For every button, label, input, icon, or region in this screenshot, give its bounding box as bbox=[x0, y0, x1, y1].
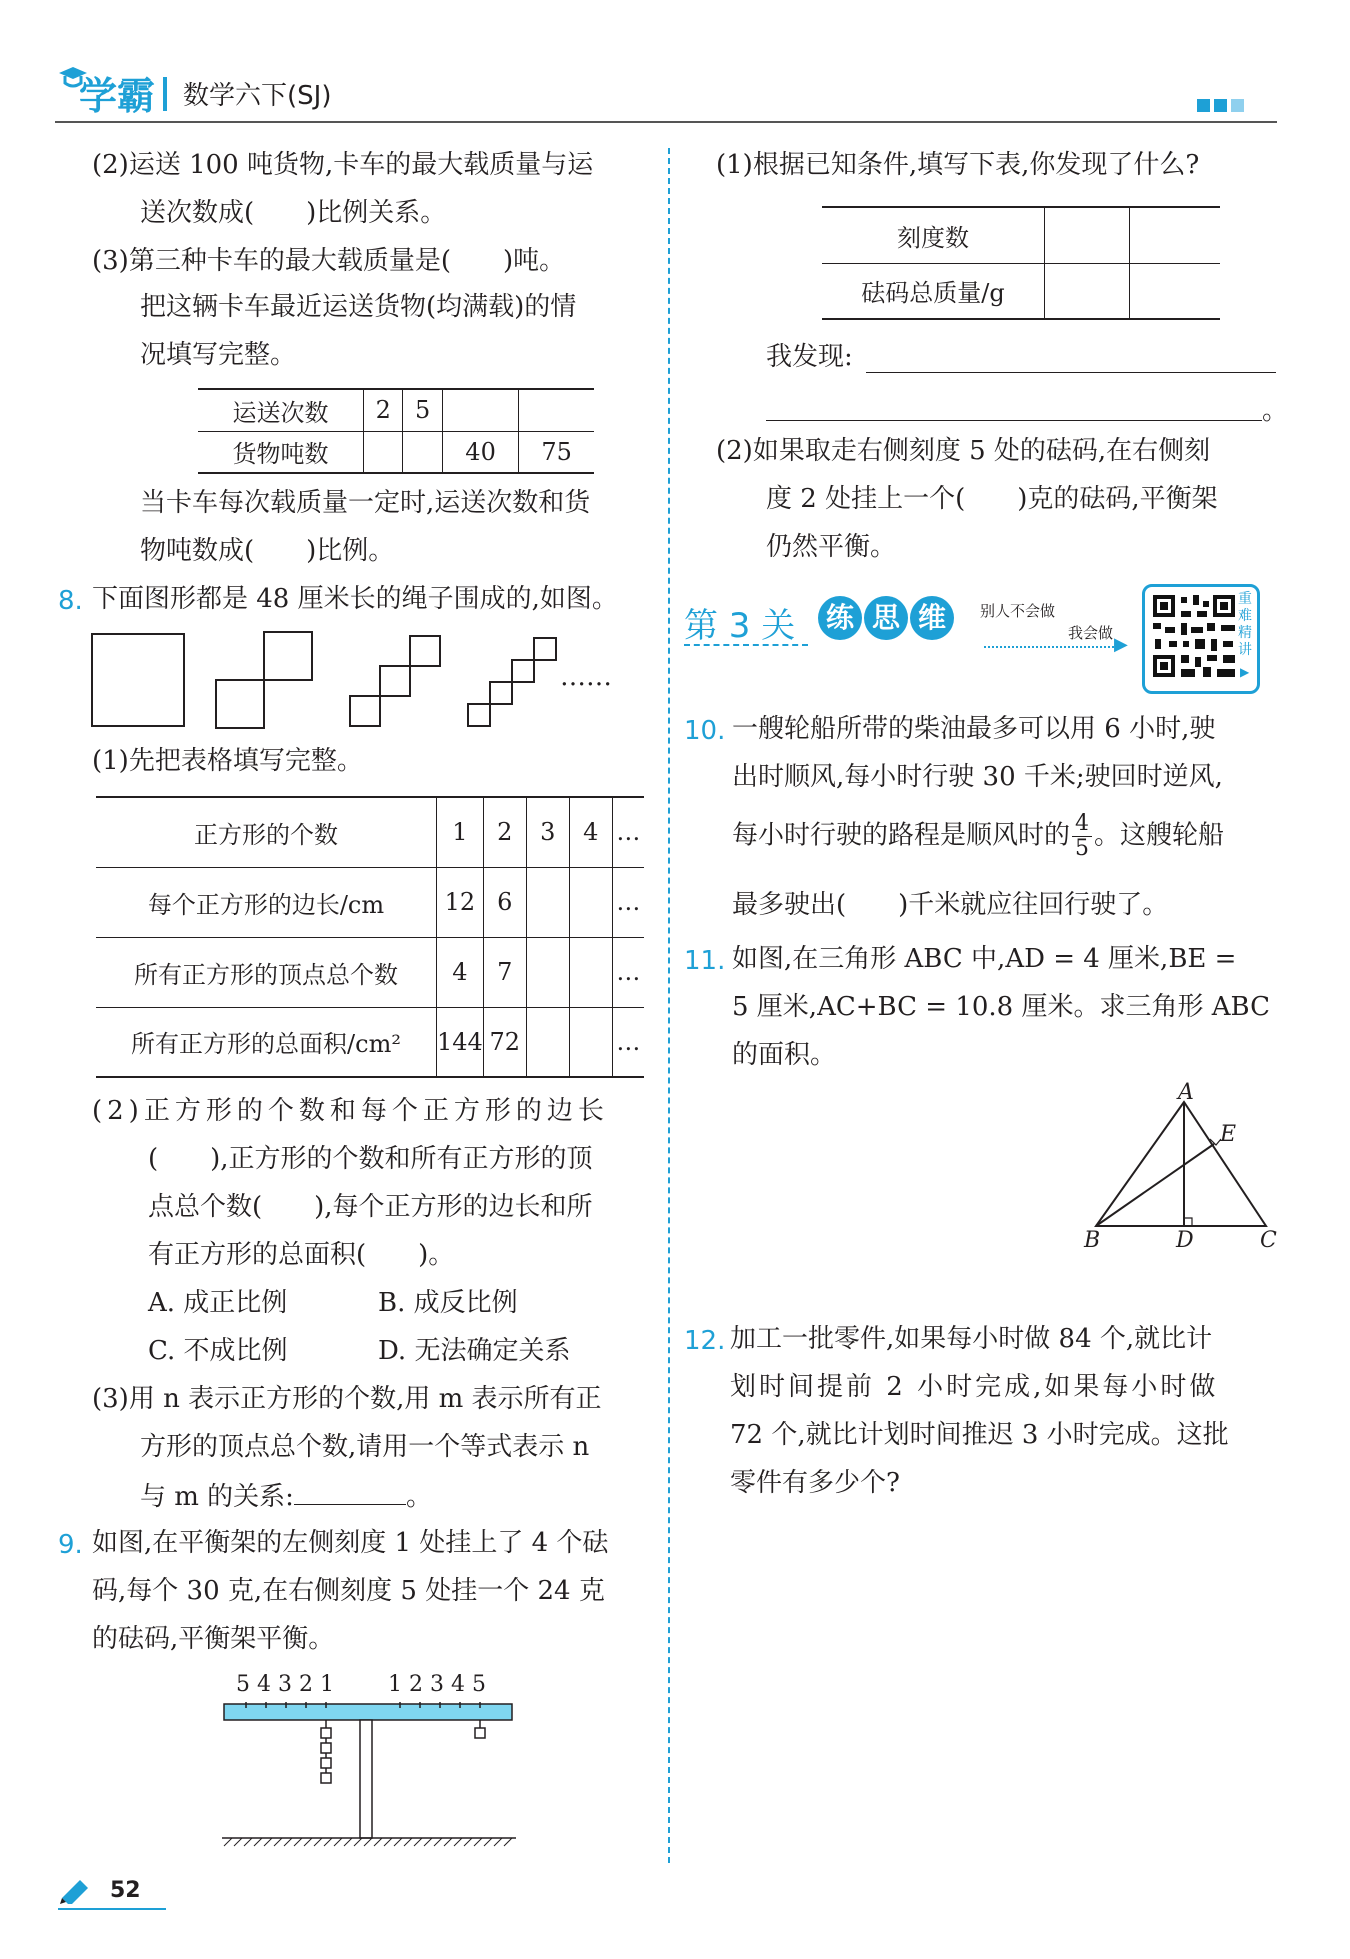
option-a: A. 成正比例 bbox=[148, 1288, 288, 1318]
q11-line1: 如图,在三角形 ABC 中,AD = 4 厘米,BE = bbox=[732, 944, 1237, 974]
table-cell: 砝码总质量/g bbox=[822, 263, 1045, 319]
table-cell: … bbox=[612, 867, 644, 937]
level-dotted-arrow bbox=[984, 646, 1118, 648]
table-cell: 1 bbox=[437, 797, 484, 867]
q10-line1: 一艘轮船所带的柴油最多可以用 6 小时,驶 bbox=[732, 714, 1216, 744]
table-cell bbox=[364, 431, 403, 473]
column-divider bbox=[668, 148, 670, 1863]
level-char: 练 bbox=[818, 596, 862, 640]
q8-square-figures bbox=[88, 628, 628, 730]
play-icon: ▶ bbox=[1240, 665, 1250, 679]
q10-line2: 出时顺风,每小时行驶 30 千米;驶回时逆风, bbox=[732, 762, 1223, 792]
level-title: 第 3 关 bbox=[684, 606, 796, 646]
q8-3-line2: 方形的顶点总个数,请用一个等式表示 n bbox=[140, 1432, 590, 1462]
table-cell[interactable] bbox=[1130, 207, 1221, 263]
header-rule bbox=[55, 121, 1277, 123]
table-cell bbox=[526, 867, 569, 937]
q11-line2: 5 厘米,AC+BC = 10.8 厘米。求三角形 ABC bbox=[732, 992, 1271, 1022]
q7-3-line2: 把这辆卡车最近运送货物(均满载)的情 bbox=[140, 292, 577, 322]
discover-end: 。 bbox=[1262, 396, 1289, 426]
header-squares bbox=[1197, 97, 1244, 116]
q10-line3-a: 每小时行驶的路程是顺风时的 bbox=[732, 820, 1071, 851]
level-note-2: 我会做 bbox=[1068, 624, 1114, 642]
option-b: B. 成反比例 bbox=[378, 1288, 518, 1318]
q8-3-end: 。 bbox=[405, 1482, 432, 1512]
table-cell: 4 bbox=[437, 937, 484, 1007]
vertex-label-e: E bbox=[1220, 1122, 1237, 1147]
table-cell: 所有正方形的顶点总个数 bbox=[96, 937, 437, 1007]
triangle-figure bbox=[1080, 1080, 1280, 1254]
table-cell[interactable] bbox=[1130, 263, 1221, 319]
qr-tag: 重难精讲 bbox=[1238, 591, 1252, 658]
q8-2-line1: (2)正方形的个数和每个正方形的边长 bbox=[92, 1096, 609, 1126]
table-cell: 72 bbox=[483, 1007, 526, 1077]
q12-line4: 零件有多少个? bbox=[730, 1468, 900, 1498]
vertex-label-a: A bbox=[1178, 1080, 1194, 1105]
table-cell: … bbox=[612, 1007, 644, 1077]
q8-number: 8. bbox=[58, 586, 83, 616]
q8-3-prompt: 与 m 的关系: bbox=[140, 1482, 294, 1512]
vertex-label-d: D bbox=[1176, 1228, 1194, 1253]
q9-2-line1: (2)如果取走右侧刻度 5 处的砝码,在右侧刻 bbox=[716, 436, 1211, 466]
table-cell: 2 bbox=[364, 389, 403, 431]
table-cell: 运送次数 bbox=[198, 389, 364, 431]
answer-blank[interactable] bbox=[294, 1478, 406, 1505]
table-cell bbox=[569, 937, 612, 1007]
table-cell: 正方形的个数 bbox=[96, 797, 437, 867]
q9-line1: 如图,在平衡架的左侧刻度 1 处挂上了 4 个砝 bbox=[92, 1528, 609, 1558]
book-title: 数学六下(SJ) bbox=[183, 81, 332, 111]
table-cell: 6 bbox=[483, 867, 526, 937]
table-cell[interactable] bbox=[1045, 207, 1130, 263]
level-char: 思 bbox=[864, 596, 908, 640]
discover-line-1[interactable] bbox=[866, 372, 1276, 373]
brand-logo: 学霸 bbox=[79, 74, 156, 118]
table-cell: … bbox=[612, 937, 644, 1007]
q7-3-line1: (3)第三种卡车的最大载质量是( )吨。 bbox=[92, 246, 566, 276]
q8-3-line1: (3)用 n 表示正方形的个数,用 m 表示所有正 bbox=[92, 1384, 602, 1414]
q7-conclusion-line2: 物吨数成( )比例。 bbox=[140, 536, 395, 566]
level-banner bbox=[684, 584, 1276, 690]
q8-table bbox=[96, 796, 644, 1078]
level-note-1: 别人不会做 bbox=[980, 602, 1056, 620]
q9-line3: 的砝码,平衡架平衡。 bbox=[92, 1624, 335, 1654]
table-cell: 所有正方形的总面积/cm² bbox=[96, 1007, 437, 1077]
option-c: C. 不成比例 bbox=[148, 1336, 288, 1366]
header bbox=[55, 55, 1277, 127]
table-cell bbox=[519, 389, 594, 431]
table-cell: … bbox=[612, 797, 644, 867]
q7-2-line1: (2)运送 100 吨货物,卡车的最大载质量与运 bbox=[92, 150, 594, 180]
table-cell: 每个正方形的边长/cm bbox=[96, 867, 437, 937]
fraction-four-fifths bbox=[1072, 812, 1092, 861]
header-divider bbox=[163, 77, 167, 111]
q9-line2: 码,每个 30 克,在右侧刻度 5 处挂一个 24 克 bbox=[92, 1576, 605, 1606]
option-d: D. 无法确定关系 bbox=[378, 1336, 571, 1366]
q9-table bbox=[822, 206, 1220, 320]
q10-line4: 最多驶出( )千米就应往回行驶了。 bbox=[732, 890, 1169, 920]
vertex-label-b: B bbox=[1084, 1228, 1101, 1253]
q8-3-line3 bbox=[140, 1478, 432, 1514]
scale-right-numbers: 1 2 3 4 5 bbox=[388, 1672, 486, 1697]
qr-code[interactable] bbox=[1142, 584, 1260, 694]
q11-number: 11. bbox=[684, 946, 726, 976]
q9-2-line3: 仍然平衡。 bbox=[766, 532, 897, 562]
page-number: 52 bbox=[110, 1878, 141, 1903]
table-cell: 12 bbox=[437, 867, 484, 937]
q8-ellipsis: …… bbox=[560, 662, 612, 692]
q9-2-line2: 度 2 处挂上一个( )克的砝码,平衡架 bbox=[766, 484, 1218, 514]
table-cell: 144 bbox=[437, 1007, 484, 1077]
q9-number: 9. bbox=[58, 1530, 83, 1560]
table-cell bbox=[526, 937, 569, 1007]
q10-number: 10. bbox=[684, 716, 726, 746]
balance-figure bbox=[220, 1672, 520, 1852]
table-cell bbox=[569, 1007, 612, 1077]
table-cell: 3 bbox=[526, 797, 569, 867]
table-cell bbox=[403, 431, 442, 473]
table-cell: 4 bbox=[569, 797, 612, 867]
q7-2-line2: 送次数成( )比例关系。 bbox=[140, 198, 447, 228]
q12-line1: 加工一批零件,如果每小时做 84 个,就比计 bbox=[730, 1324, 1213, 1354]
fraction-numerator: 4 bbox=[1072, 812, 1092, 837]
q8-line1: 下面图形都是 48 厘米长的绳子围成的,如图。 bbox=[92, 584, 618, 614]
table-cell bbox=[442, 389, 518, 431]
fraction-denominator: 5 bbox=[1075, 836, 1090, 861]
table-cell: 7 bbox=[483, 937, 526, 1007]
q12-number: 12. bbox=[684, 1326, 726, 1356]
q7-conclusion-line1: 当卡车每次载质量一定时,运送次数和货 bbox=[140, 488, 591, 518]
discover-label: 我发现: bbox=[766, 342, 853, 372]
table-cell bbox=[526, 1007, 569, 1077]
arrow-right-icon: ▶ bbox=[1114, 634, 1128, 655]
q12-line3: 72 个,就比计划时间推迟 3 小时完成。这批 bbox=[730, 1420, 1229, 1450]
q7-table bbox=[198, 388, 594, 474]
q10-line3-b: 。这艘轮船 bbox=[1094, 820, 1225, 851]
q8-2-line4: 有正方形的总面积( )。 bbox=[148, 1240, 455, 1270]
level-char: 维 bbox=[910, 596, 954, 640]
table-cell: 2 bbox=[483, 797, 526, 867]
scale-left-numbers: 5 4 3 2 1 bbox=[236, 1672, 334, 1697]
footer-rule bbox=[58, 1908, 166, 1910]
q8-2-line2: ( ),正方形的个数和所有正方形的顶 bbox=[148, 1144, 593, 1174]
q7-3-line3: 况填写完整。 bbox=[140, 340, 297, 370]
table-cell: 40 bbox=[442, 431, 518, 473]
q10-line3 bbox=[732, 812, 1224, 861]
level-title-underline bbox=[684, 644, 808, 646]
qr-code-icon bbox=[1151, 593, 1237, 679]
pencil-icon bbox=[58, 1876, 92, 1904]
discover-line-2[interactable] bbox=[766, 420, 1262, 421]
q8-2-line3: 点总个数( ),每个正方形的边长和所 bbox=[148, 1192, 593, 1222]
vertex-label-c: C bbox=[1260, 1228, 1277, 1253]
q11-line3: 的面积。 bbox=[732, 1040, 837, 1070]
table-cell[interactable] bbox=[1045, 263, 1130, 319]
table-cell: 刻度数 bbox=[822, 207, 1045, 263]
q9-1-line1: (1)根据已知条件,填写下表,你发现了什么? bbox=[716, 150, 1200, 180]
table-cell: 5 bbox=[403, 389, 442, 431]
level-pills bbox=[818, 596, 956, 640]
balance-drawing bbox=[220, 1698, 520, 1848]
q12-line2: 划时间提前 2 小时完成,如果每小时做 bbox=[730, 1372, 1219, 1402]
table-cell: 75 bbox=[519, 431, 594, 473]
table-cell: 货物吨数 bbox=[198, 431, 364, 473]
q8-1: (1)先把表格填写完整。 bbox=[92, 746, 363, 776]
table-cell bbox=[569, 867, 612, 937]
